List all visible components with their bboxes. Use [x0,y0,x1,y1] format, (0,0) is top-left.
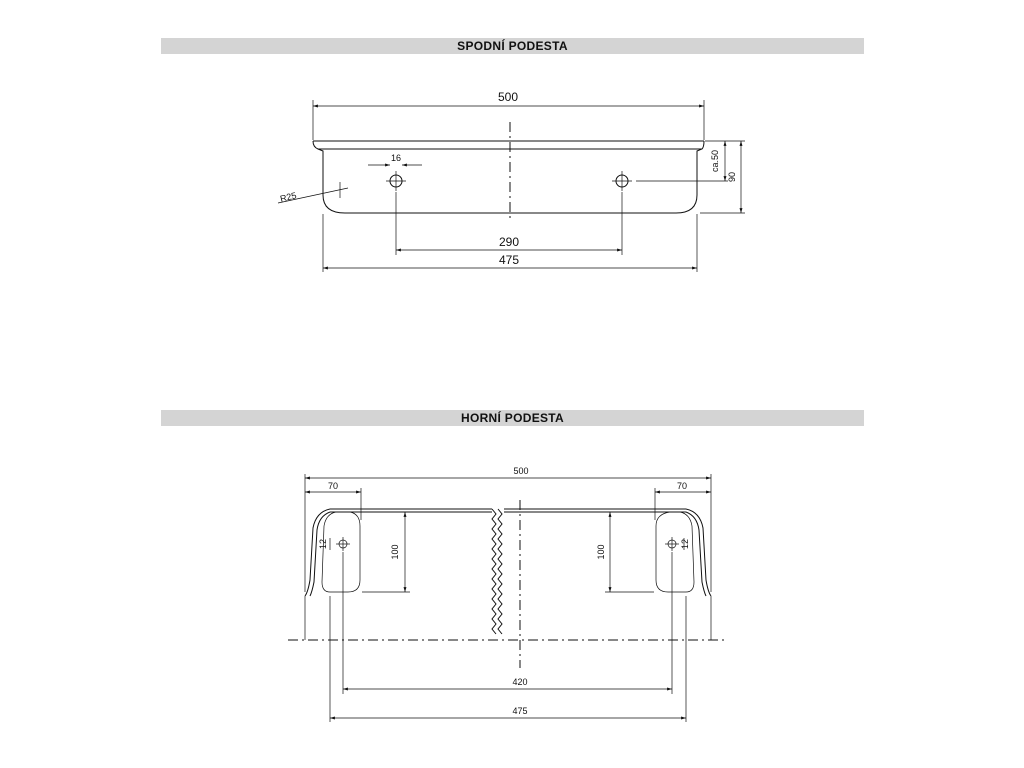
dimension-label: 70 [676,481,688,491]
top-platform-rim-right [504,509,686,512]
section-title: SPODNÍ PODESTA [457,39,568,53]
bottom-platform-drawing [278,90,745,272]
dimension-label: 420 [512,677,528,687]
bracket-plate-left [322,512,360,592]
dimension-label: 500 [513,466,529,476]
dimension-label: 100 [596,544,606,560]
dimension-label: 16 [390,153,402,163]
mounting-hole-left [386,171,406,191]
dimension-label: R25 [279,190,298,204]
dimension-label: 12 [680,538,690,550]
dimension-label: 475 [498,253,520,267]
dimension-label: 12 [318,538,328,550]
dimension-label: ca.50 [710,149,720,173]
dimension-label: 90 [727,171,737,183]
dimension-label: 100 [390,544,400,560]
mounting-hole-right [612,171,632,191]
break-line [492,509,496,634]
bottom-platform-outline [313,141,704,213]
top-platform-drawing [288,466,728,722]
dimension-label: 475 [512,706,528,716]
mounting-hole-left [336,537,350,551]
dimension-label: 500 [497,90,519,104]
section-title: HORNÍ PODESTA [460,411,565,425]
top-platform-side-left [305,509,330,596]
dimension-label: 290 [498,235,520,249]
bracket-plate-right [656,512,694,592]
top-platform-rim-left [330,509,492,512]
dimension-label: 70 [327,481,339,491]
top-platform-side-right [686,509,711,596]
mounting-hole-right [665,537,679,551]
